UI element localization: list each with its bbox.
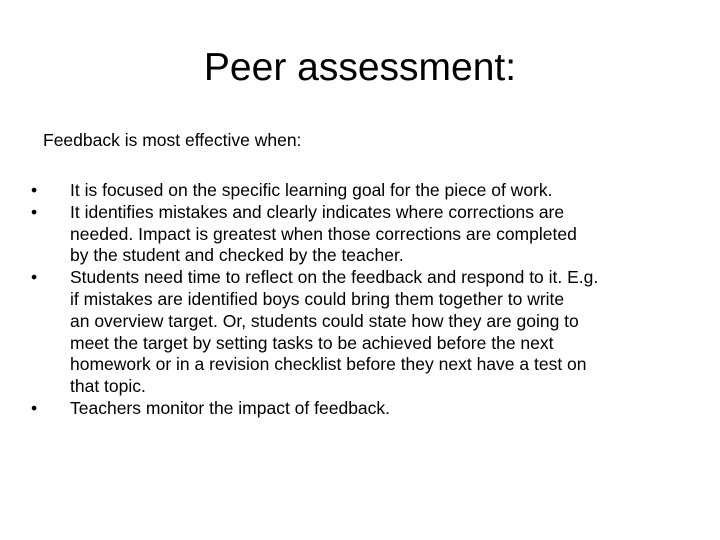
bullet-icon: • <box>31 397 38 418</box>
bullet-text-line: Students need time to reflect on the feedback and respond to it. E.g. <box>70 267 599 288</box>
bullet-text-line: that topic. <box>70 376 146 397</box>
bullet-icon: • <box>31 267 38 288</box>
bullet-icon: • <box>31 201 38 222</box>
bullet-text-line: an overview target. Or, students could state how they are going to <box>70 310 579 331</box>
bullet-text-line: It is focused on the specific learning goal for the piece of work. <box>70 180 553 200</box>
bullet-item-2 <box>28 202 688 267</box>
bullet-icon: • <box>31 180 38 200</box>
bullet-text-line: Teachers monitor the impact of feedback. <box>70 397 391 418</box>
bullet-list <box>28 180 688 420</box>
bullet-text-line: It identifies mistakes and clearly indicates where corrections are <box>70 201 565 222</box>
bullet-item-4 <box>28 398 688 420</box>
intro-text: Feedback is most effective when: <box>43 130 302 150</box>
bullet-text-line: needed. Impact is greatest when those corrections are completed <box>70 223 577 244</box>
bullet-text-line: homework or in a revision checklist before they next have a test on <box>70 354 587 375</box>
slide-title: Peer assessment: <box>203 46 517 89</box>
bullet-item-3 <box>28 267 688 398</box>
bullet-text-line: meet the target by setting tasks to be achieved before the next <box>70 332 554 353</box>
bullet-item-1 <box>28 180 688 202</box>
bullet-text-line: if mistakes are identified boys could bring them together to write <box>70 288 565 309</box>
bullet-text-line: by the student and checked by the teacher. <box>70 245 404 266</box>
